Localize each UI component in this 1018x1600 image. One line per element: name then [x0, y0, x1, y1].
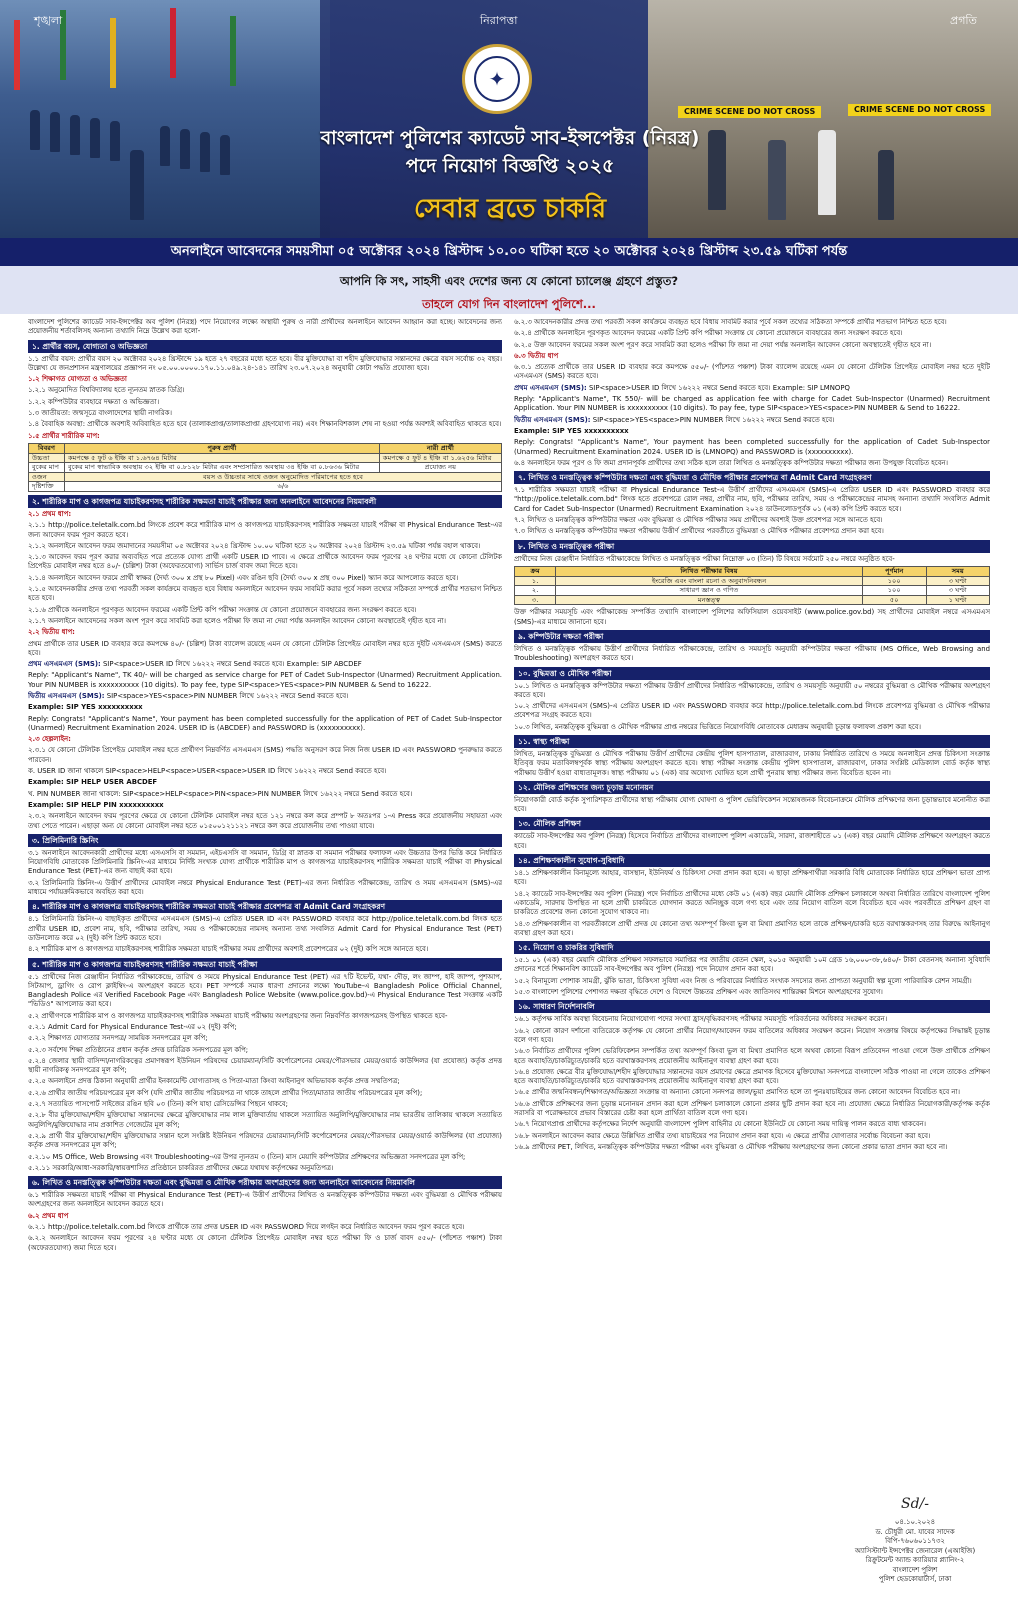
signatory-hq: পুলিশ হেডকোয়ার্টার্স, ঢাকা [878, 1575, 952, 1583]
list-item: ১৬.৪ প্রযোজ্য ক্ষেত্রে বীর মুক্তিযোদ্ধা/শহীদ মুক্তিযোদ্ধার সন্তানদের বয়স প্রমাণের ক্ষেত্রে প্রমাণক হিসেবে মুক্তিযোদ্ধা সনদপত্রে বাংলাদেশ সঠিক পাওয়া না গেলে তাকেও প্রশিক্ষণ হতে অব্যাহতি/চাকরিচ্যুত/চাকরি হতে বরখাস্তকরণসহ প্রয়োজনীয় আইনানুগ ব্যবস্থা গ্রহণ করা হবে। [514, 1067, 990, 1086]
section-heading: ৯. কম্পিউটার দক্ষতা পরীক্ষা [514, 630, 990, 643]
sms-label: প্রথম এসএমএস (SMS): [514, 383, 587, 392]
sms-instruction: SIP<space>USER ID লিখে ১৬২২২ নম্বরে Send করতে হবে। Example: SIP LMNOPQ [588, 383, 850, 392]
deadline-strip: অনলাইনে আবেদনের সময়সীমা ০৫ অক্টোবর ২০২৪ খ্রিস্টাব্দ ১০.০০ ঘটিকা হতে ২০ অক্টোবর ২০২৪ খ্রিস্টাব্দ ২৩.৫৯ ঘটিকা পর্যন্ত [0, 238, 1018, 266]
clause: লিখিত ও মনস্তত্ত্বিক পরীক্ষায় উত্তীর্ণ প্রার্থীদের নির্ধারিত পরীক্ষাকেন্দ্রে, তারিখ ও সময়সূচি অনুযায়ী কম্পিউটার দক্ষতা পরীক্ষায় (MS Office, Web Browsing and Troubleshooting) অংশগ্রহণ করতে হবে। [514, 644, 990, 663]
clause: ২.৩.১ যে কোনো টেলিটক প্রিপেইড মোবাইল নম্বর হতে প্রার্থীগণ নিম্নবর্ণিত এসএমএস (SMS) পদ্ধতি অনুসরণ করে নিজ নিজ USER ID এবং PASSWORD পুনরুদ্ধার করতে পারবেন। [28, 746, 502, 764]
clause: খ. PIN NUMBER জানা থাকলে: SIP<space>HELP<space>PIN<space>PIN NUMBER লিখে ১৬২২২ নম্বরে Send করতে হবে। [28, 789, 413, 798]
clause: ১৫.১ ০১ (এক) বছর মেয়াদি মৌলিক প্রশিক্ষণ সফলভাবে সমাপ্তির পর জাতীয় বেতন স্কেল, ২০১৫ অনুযায়ী ১০ম গ্রেড ১৬,০০০-৩৮,৬৪০/- টাকা বেতনসহ অন্যান্য সুবিধাদি প্রদানের শর্তে শিক্ষানবিশ ক্যাডেট সাব-ইন্সপেক্টর অব পুলিশ (নিরস্ত্র) পদে নিয়োগ প্রদান করা হবে। [514, 956, 990, 974]
table-cell: ৬/৬ [64, 482, 501, 492]
table-cell: বুকের মাপ স্বাভাবিক অবস্থায় ৩২ ইঞ্চি বা ০.৮১২৮ মিটার এবং সম্প্রসারিত অবস্থায় ৩৪ ইঞ্চি বা ০.৮৬৩৬ মিটার [64, 463, 379, 473]
sms-instruction: SIP<space>USER ID লিখে ১৬২২২ নম্বরে Send করতে হবে। Example: SIP ABCDEF [102, 660, 362, 669]
table-header: পূর্ণমান [862, 566, 926, 576]
clause-heading: ১.২ শিক্ষাগত যোগ্যতা ও অভিজ্ঞতা [28, 375, 127, 384]
clause: ১৫.৩ বাংলাদেশ পুলিশের পেশাগত দক্ষতা বৃদ্ধিতে দেশে ও বিদেশে উচ্চতর প্রশিক্ষণ এবং জাতিসংঘ শান্তিরক্ষা মিশনে অংশগ্রহণের সুযোগ। [514, 988, 883, 997]
table-row [29, 463, 502, 473]
sms-instruction: SIP<space>YES<space>PIN NUMBER লিখে ১৬২২২ নম্বরে Send করতে হবে। [592, 415, 835, 424]
clause: ১.২.১ অনুমোদিত বিশ্ববিদ্যালয় হতে ন্যূনতম স্নাতক ডিগ্রি। [28, 386, 185, 395]
signatory-name: ড. চৌধুরী মো. যাবের সাদেক [875, 1527, 955, 1536]
clause: ৩.১ অনলাইনে আবেদনকারী প্রার্থীদের মধ্যে এসএসসি বা সমমান, এইচএসসি বা সমমান, ডিগ্রি বা স্নাতক বা সমমান পরীক্ষার ফলাফল এবং উচ্চতার উপর ভিত্তি করে নির্ধারিত নিয়োগবিধি মোতাবেক প্রিলিমিনারি স্ক্রিনিং-এর মাধ্যমে নির্দিষ্ট সংখ্যক যোগ্য প্রার্থীকে শারীরিক মাপ ও কাগজপত্র যাচাইকরণসহ শারীরিক সক্ষমতা যাচাই পরীক্ষা বা Physical Endurance Test (PET)-এর জন্য বাছাই করা হবে। [28, 848, 502, 876]
banner-label-security: নিরাপত্তা [480, 14, 518, 27]
table-row [29, 482, 502, 492]
clause: ২.১.১ http://police.teletalk.com.bd লিংকে প্রবেশ করে শারীরিক মাপ ও কাগজপত্র যাচাইকরণসহ শারীরিক সক্ষমতা যাচাই পরীক্ষা বা Physical Endurance Test-এর জন্য আবেদন ফরম পূরণ করতে হবে। [28, 521, 502, 539]
intro-text: বাংলাদেশ পুলিশের ক্যাডেট সাব-ইন্সপেক্টর অব পুলিশ (নিরস্ত্র) পদে নিয়োগের লক্ষ্যে অস্থায়ী পুরুষ ও নারী প্রার্থীদের অনলাইনে আবেদন আহ্বান করা হচ্ছে। আবেদনের জন্য প্রয়োজনীয় শর্তাবলিসহ অন্যান্য তথ্যাদি নিম্নে উল্লেখ করা হলো- [28, 318, 502, 336]
section-heading: ৬. লিখিত ও মনস্তত্ত্বিক কম্পিউটার দক্ষতা এবং বুদ্ধিমত্তা ও মৌখিক পরীক্ষায় অংশগ্রহণের জন্য অনলাইনে আবেদনের নিয়মাবলি [28, 1176, 502, 1189]
clause: ১.৩ জাতীয়তা: জন্মসূত্রে বাংলাদেশের স্থায়ী নাগরিক। [28, 409, 172, 418]
table-cell: ১০০ [862, 586, 926, 596]
sms-reply: Reply: "Applicant's Name", TK 40/- will be charged as service charge for PET of Cadet Sub-Inspector (Unarmed) Recruitment Application. Your PIN NUMBER is xxxxxxxxxx (10 digits). To pay fee, type SIP<space>YES<space>PIN NUMBER & Send to 16222. [28, 671, 502, 689]
list-item: ১৬.১ কর্তৃপক্ষ সার্বিক অবস্থা বিবেচনায় নিয়োগযোগ্য পদের সংখ্যা হ্রাস/বৃদ্ধিকরণসহ পরীক্ষার সময়সূচি পরিবর্তনের অধিকার সংরক্ষণ করেন। [514, 1015, 888, 1024]
clause: ৩.২ প্রিলিমিনারি স্ক্রিনিং-এ উত্তীর্ণ প্রার্থীদের মোবাইল নম্বরে Physical Endurance Test (PET)-এর জন্য নির্ধারিত পরীক্ষাকেন্দ্র, তারিখ ও সময় এসএমএস (SMS)-এর মাধ্যমে পর্যায়ক্রমিকভাবে অবহিত করা হবে। [28, 878, 502, 897]
section-heading: ১০. বুদ্ধিমত্তা ও মৌখিক পরীক্ষা [514, 667, 990, 680]
page-title: বাংলাদেশ পুলিশের ক্যাডেট সাব-ইন্সপেক্টর (নিরস্ত্র) [320, 127, 700, 149]
table-header: ক্রম [515, 566, 556, 576]
table-cell: বয়স ও উচ্চতার সাথে ওজন অনুমোদিত পরিমাপের হতে হবে [64, 472, 501, 482]
table-header: পুরুষ প্রার্থী [64, 443, 379, 453]
header-banner [0, 0, 1018, 238]
table-row [29, 472, 502, 482]
table-row [515, 576, 990, 586]
clause: নিয়োগকারী বোর্ড কর্তৃক সুপারিশকৃত প্রার্থীদের স্বাস্থ্য পরীক্ষায় যোগ্য ঘোষণা ও পুলিশ ভেরিফিকেশন সন্তোষজনক বিবেচনাক্রমে মৌলিক প্রশিক্ষণের জন্য চূড়ান্তভাবে মনোনীত করা হবে। [514, 795, 990, 814]
right-column [514, 318, 990, 1596]
table-cell: বুকের মাপ [29, 463, 65, 473]
signatory-title: অ্যাসিস্ট্যান্ট ইন্সপেক্টর জেনারেল (এআইজি) [854, 1546, 976, 1555]
clause: ১৪.২ ক্যাডেট সাব-ইন্সপেক্টর অব পুলিশ (নিরস্ত্র) পদে নির্বাচিত প্রার্থীদের মধ্যে কেউ ০১ (এক) বছর মেয়াদি মৌলিক প্রশিক্ষণ চলাকালে অথবা নির্ধারিত তারিখে বাংলাদেশ পুলিশ একাডেমি, সারদায় উপস্থিত না হলে প্রার্থী চাকরিতে যোগদান করতে অনিচ্ছুক বলে গণ্য হবে এবং তার নিয়োগ বাতিল বলে বিবেচিত হবে এবং পরবর্তীতে প্রশিক্ষণ গ্রহণ বা চাকরিতে প্রবেশের জন্য কোনো সুযোগ থাকবে না। [514, 889, 990, 917]
clause: ২.৩.২ অনলাইনে আবেদন ফরম পূরণের ক্ষেত্রে যে কোনো টেলিটক মোবাইল নম্বর হতে ১২১ নম্বরে কল করে প্রম্পট ৮ অতঃপর ১-এ Press করে প্রয়োজনীয় সহায়তা এবং তথ্য পেতে পারেন। এছাড়া অন্য যে কোনো মোবাইল নম্বর হতে ০১৫০০১২১১২১ নম্বরে কল করে প্রয়োজনীয় তথ্য পাওয়া যাবে। [28, 812, 502, 830]
clause: ৬.২.৫ উক্ত আবেদন ফরমের সকল অংশ পূরণ করে সাবমিট করা হলেও পরীক্ষা ফি জমা না দেয়া পর্যন্ত অনলাইন আবেদন কোনো অবস্থাতেই গৃহীত হবে না। [514, 340, 932, 349]
clause: ২.১.২ অনলাইনে আবেদন ফরম জমাদানের সময়সীমা ০৫ অক্টোবর ২০২৪ খ্রিস্টাব্দ ১০.০০ ঘটিকা হতে ২০ অক্টোবর ২০২৪ খ্রিস্টাব্দ ২৩.৫৯ ঘটিকা পর্যন্ত বহাল থাকবে। [28, 541, 481, 550]
banner-label-discipline: শৃঙ্খলা [34, 14, 63, 27]
clause: ৬.২.৪ প্রার্থীকে অনলাইনে পূরণকৃত আবেদন ফরমের একটি প্রিন্ট কপি পরীক্ষা সংক্রান্ত যে কোনো প্রয়োজনে ব্যবহারের জন্য সংরক্ষণ করতে হবে। [514, 329, 903, 338]
clause: ৫.১ প্রার্থীদের নিজ রেঞ্জাধীন নির্ধারিত পরীক্ষাকেন্দ্রে, তারিখ ও সময়ে Physical Endurance Test (PET) এর ৭টি ইভেন্ট, যথা- দৌড়, লং জাম্প, হাই জাম্প, পুশআপ, সিটআপ, ড্রাগিং ও রোপ ক্লাইম্বিং-এ অংশগ্রহণ করতে হবে। PET সম্পর্কে সম্যক ধারণা প্রদানের লক্ষ্যে YouTube-এ Bangladesh Police Official Channel, Bangladesh Police এর Verified Facebook Page এবং Bangladesh Police Website (www.police.gov.bd)-এ Physical Endurance Test সংক্রান্ত একটি "ভিডিও" আপলোড করা হবে। [28, 972, 502, 1009]
sms-label: প্রথম এসএমএস (SMS): [28, 660, 101, 669]
table-cell: উচ্চতা [29, 453, 65, 463]
section-heading: ৭. লিখিত ও মনস্তত্ত্বিক কম্পিউটার দক্ষতা এবং বুদ্ধিমত্তা ও মৌখিক পরীক্ষার প্রবেশপত্র বা Admit Card সংগ্রহকরণ [514, 471, 990, 484]
table-row [515, 595, 990, 605]
sms-example: Example: SIP HELP PIN xxxxxxxxxx [28, 800, 164, 809]
clause: ৬.২.১ http://police.teletalk.com.bd লিংকে প্রার্থীকে তার প্রদত্ত USER ID এবং PASSWORD দিয়ে লগইন করে নির্ধারিত আবেদন ফরম পূরণ করতে হবে। [28, 1223, 465, 1232]
clause: উক্ত পরীক্ষার সময়সূচি এবং পরীক্ষাকেন্দ্র সম্পর্কিত তথ্যাদি বাংলাদেশ পুলিশের অফিসিয়াল ওয়েবসাইট (www.police.gov.bd) সহ প্রার্থীদের মোবাইল নম্বরে এসএমএস (SMS)-এর মাধ্যমে জানানো হবে। [514, 608, 990, 626]
left-column [28, 318, 502, 1596]
sms-instruction: SIP<space>YES<space>PIN NUMBER লিখে ১৬২২২ নম্বরে Send করতে হবে। [106, 691, 349, 700]
table-cell: ১. [515, 576, 556, 586]
signature-date: ০৪.১০.২০২৪ [894, 1518, 936, 1526]
clause: লিখিত, মনস্তত্ত্বিক বুদ্ধিমত্তা ও মৌখিক পরীক্ষায় উত্তীর্ণ প্রার্থীদের কেন্দ্রীয় পুলিশ হাসপাতাল, রাজারবাগ, ঢাকায় নির্ধারিত তারিখে ও সময়ে অনলাইনে প্রদত্ত চিকিৎসা সংক্রান্ত ইতিবৃত্ত ফরম মতাবিলম্বপূর্বক স্বাস্থ্য পরীক্ষায় অংশগ্রহণ করতে হবে। স্বাস্থ্য পরীক্ষা সংক্রান্ত কেন্দ্রীয় পুলিশ হাসপাতাল, রাজারবাগ, ঢাকার সংশ্লিষ্ট মেডিক্যাল বোর্ড কর্তৃক স্বাস্থ্য পরীক্ষায় উত্তীর্ণ হওয়া বাধ্যতামূলক। স্বাস্থ্য পরীক্ষায় ০১ (এক) বার অযোগ্য ঘোষিত হলে প্রার্থী পুনরায় স্বাস্থ্য পরীক্ষার জন্য বিবেচিত হবেন না। [514, 749, 990, 777]
list-item: ৫.২.৪ জেলার স্থায়ী বাসিন্দা/নাগরিকত্বের প্রমাণস্বরূপ ইউনিয়ন পরিষদের চেয়ারম্যান/সিটি কর্পোরেশনের মেয়র/পৌরসভার মেয়র/ওয়ার্ড কাউন্সিলর (যা প্রযোজ্য) কর্তৃক প্রদত্ত স্থায়ী নাগরিকত্ব সনদপত্রের মূল কপি; [28, 1056, 502, 1075]
section-heading: ১১. স্বাস্থ্য পরীক্ষা [514, 735, 990, 748]
physical-measurement-table [28, 443, 502, 492]
table-cell: ওজন [29, 472, 65, 482]
section-heading: ৩. প্রিলিমিনারি স্ক্রিনিং [28, 834, 502, 847]
list-item: ৫.২.২ শিক্ষাগত যোগ্যতার সনদপত্র/ সাময়িক সনদপত্রের মূল কপি; [28, 1034, 208, 1043]
section-heading: ১. প্রার্থীর বয়স, যোগ্যতা ও অভিজ্ঞতা [28, 340, 502, 353]
section-heading: ১৫. নিয়োগ ও চাকরির সুবিধাদি [514, 941, 990, 954]
list-item: ৫.২.৬ প্রার্থীর জাতীয় পরিচয়পত্রের মূল কপি (যদি প্রার্থীর জাতীয় পরিচয়পত্র না থাকে তাহলে প্রার্থীর পিতা/মাতার জাতীয় পরিচয়পত্রের মূল কপি); [28, 1088, 423, 1097]
clause: ৬.২.২ অনলাইনে আবেদন ফরম পূরণের ২৪ ঘণ্টার মধ্যে যে কোনো টেলিটক প্রিপেইড মোবাইল নম্বর হতে পরীক্ষা ফি ও চার্জ বাবদ ৫৫০/- (পাঁচশত পঞ্চাশ) টাকা (অফেরতযোগ্য) জমা দিতে হবে। [28, 1234, 502, 1252]
signatory-bp: বিপি-৭৬০৬০১১৭৩২ [885, 1537, 945, 1545]
table-cell: প্রযোজ্য নয় [379, 463, 501, 473]
list-item: ৫.২.৮ বীর মুক্তিযোদ্ধা/শহীদ মুক্তিযোদ্ধা সন্তানদের ক্ষেত্রে মুক্তিযোদ্ধার নাম লাল মুক্তিবার্তায় থাকলে সত্যায়িত অনুলিপি/মুক্তিযোদ্ধার নাম ভারতীয় তালিকায় থাকলে সত্যায়িত অনুলিপি/মুক্তিযোদ্ধার নাম প্রকাশিত গেজেটের মূল কপি; [28, 1111, 502, 1129]
list-item: ১৬.৬ প্রার্থীকে প্রশিক্ষণের জন্য চূড়ান্ত মনোনয়ন প্রদান করা হলে প্রশিক্ষণ চলাকালে কোনো প্রকার ছুটি প্রদান করা হবে না। প্রযোজ্য ক্ষেত্রে নির্ধারিত নিয়োগকারী/কর্তৃপক্ষ কর্তৃক সরাসরি বা পরোক্ষভাবে প্রভাব বিস্তারের চেষ্টা করা হলে প্রার্থিতা বাতিল বলে গণ্য হবে। [514, 1099, 990, 1117]
clause-heading: ৬.৩ দ্বিতীয় ধাপ [514, 351, 559, 360]
table-cell: মনস্তত্ত্ব [556, 595, 863, 605]
clause: ১০.৩ লিখিত, মনস্তত্ত্বিক বুদ্ধিমত্তা ও মৌখিক পরীক্ষার প্রাপ্ত নম্বরের ভিত্তিতে নিয়োগবিধি মোতাবেক মেধাক্রম অনুযায়ী চূড়ান্ত ফলাফল প্রকাশ করা হবে। [514, 722, 921, 731]
clause: ৭.১ শারীরিক সক্ষমতা যাচাই পরীক্ষা বা Physical Endurance Test-এ উত্তীর্ণ প্রার্থীদের এসএমএস (SMS)-এ প্রেরিত USER ID এবং PASSWORD ব্যবহার করে "http://police.teletalk.com.bd" লিংক হতে প্রবেশপত্রে রোল নম্বর, প্রার্থীর নাম, ছবি, পরীক্ষার তারিখ, সময় ও পরীক্ষাকেন্দ্রের নামসহ অন্যান্য তথ্যাদি সংবলিত Admit Card for Cadet Sub-Inspector (Unarmed) Recruitment Examination ২০২৪ ডাউনলোডপূর্বক ০১ (এক) কপি প্রিন্ট করতে হবে। [514, 486, 990, 513]
list-item: ৫.২.৫ অনলাইনে প্রদত্ত ঠিকানা অনুযায়ী প্রার্থীর ইনকামেন্টি যোগ্যতাসহ ও পিতা-মাতা কিংবা আইনানুগ অভিভাবক কর্তৃক প্রদত্ত সম্মতিপত্র; [28, 1077, 400, 1086]
exam-subject-table [514, 566, 990, 605]
clause: ২.১.৬ প্রার্থীকে অনলাইনে পূরণকৃত আবেদন ফরমের একটি প্রিন্ট কপি পরীক্ষা সংক্রান্ত যে কোনো প্রয়োজনে ব্যবহারের জন্য সংরক্ষণ করতে হবে। [28, 605, 417, 614]
table-header: নারী প্রার্থী [379, 443, 501, 453]
clause: ৬.৪ অনলাইনে ফরম পূরণ ও ফি জমা প্রদানপূর্বক প্রার্থীদের তথ্য সঠিক হলে তারা লিখিত ও মনস্তত্ত্বিক কম্পিউটার দক্ষতা পরীক্ষার জন্য উপযুক্ত বিবেচিত হবেন। [514, 458, 948, 467]
sms-label: দ্বিতীয় এসএমএস (SMS): [28, 691, 105, 700]
table-row [515, 586, 990, 596]
section-heading: ২. শারীরিক মাপ ও কাগজপত্র যাচাইকরণসহ শারীরিক সক্ষমতা যাচাই পরীক্ষার জন্য অনলাইনে আবেদনের নিয়মাবলী [28, 495, 502, 508]
slogan: সেবার ব্রতে চাকরি [413, 194, 607, 224]
sms-example: Example: SIP YES xxxxxxxxxx [28, 703, 143, 712]
list-item: ৫.২.১১ সরকারি/আধা-সরকারি/স্বায়ত্তশাসিত প্রতিষ্ঠানে চাকরিরত প্রার্থীদের ক্ষেত্রে যথাযথ কর্তৃপক্ষের অনুমতিপত্র। [28, 1163, 334, 1172]
table-header: লিখিত পরীক্ষার বিষয় [556, 566, 863, 576]
table-cell: দৃষ্টিশক্তি [29, 482, 65, 492]
clause-heading: ৬.২ প্রথম ধাপ [28, 1211, 69, 1220]
list-item: ১৬.৭ নিয়োগপ্রাপ্ত প্রার্থীদের কর্তৃপক্ষের নির্দেশ অনুযায়ী বাংলাদেশ পুলিশ বাহিনীর যে কোনো ইউনিটে যে কোনো সময় দায়িত্ব পালন করতে বাধ্য থাকবেন। [514, 1120, 926, 1129]
table-cell: সাধারণ জ্ঞান ও গণিত [556, 586, 863, 596]
list-item: ১৬.২ কোনো কারণ দর্শানো ব্যতিরেকে কর্তৃপক্ষ যে কোনো প্রার্থীর নিয়োগ/আবেদন ফরম বাতিলের অধিকার সংরক্ষণ করেন। নিয়োগ সংক্রান্ত বিষয়ে কর্তৃপক্ষের সিদ্ধান্তই চূড়ান্ত বলে গণ্য হবে। [514, 1026, 990, 1044]
clause: ১০.১ লিখিত ও মনস্তত্ত্বিক কম্পিউটার দক্ষতা পরীক্ষায় উত্তীর্ণ প্রার্থীদের নির্ধারিত পরীক্ষাকেন্দ্রে, তারিখ ও সময়সূচি অনুযায়ী ৫০ নম্বরের বুদ্ধিমত্তা ও মৌখিক পরীক্ষায় অংশগ্রহণ করতে হবে। [514, 681, 990, 699]
section-heading: ১২. মৌলিক প্রশিক্ষণের জন্য চূড়ান্ত মনোনয়ন [514, 781, 990, 794]
section-heading: ৫. শারীরিক মাপ ও কাগজপত্র যাচাইকরণসহ শারীরিক সক্ষমতা যাচাই পরীক্ষা [28, 958, 502, 971]
sms-reply: Reply: Congrats! "Applicant's Name", Your payment has been completed successfully for the application of Cadet Sub-Inspector (Unarmed) Recruitment Examination 2024. USER ID is (LMNOPQ) and PASSWORD is (xxxxxxxxxx). [514, 438, 990, 456]
page-subtitle: পদে নিয়োগ বিজ্ঞপ্তি ২০২৫ [405, 155, 615, 177]
question-line: আপনি কি সৎ, সাহসী এবং দেশের জন্য যে কোনো চ্যালেঞ্জ গ্রহণে প্রস্তুত? [339, 274, 679, 288]
sms-example: Example: SIP YES xxxxxxxxxx [514, 426, 629, 435]
police-emblem-icon: ✦ [462, 44, 532, 114]
clause-heading: ১.৫ প্রার্থীর শারীরিক মাপ: [28, 431, 100, 440]
list-item: ৫.২.৩ সর্বশেষ শিক্ষা প্রতিষ্ঠানের প্রধান কর্তৃক প্রদত্ত চারিত্রিক সনদপত্রের মূল কপি; [28, 1045, 249, 1054]
list-item: ৫.২.৭ সত্যায়িত পাসপোর্ট সাইজের রঙিন ছবি ০৩ (তিন) কপি যাহা রেসিডেন্সির পিছনে থাকবে; [28, 1100, 288, 1109]
question-box [0, 266, 1018, 314]
table-row [29, 453, 502, 463]
clause: ২.১.৪ অনলাইনে আবেদন ফরমে প্রার্থী স্বাক্ষর (দৈর্ঘ্য ৩০০ x প্রস্থ ৮০ Pixel) এবং রঙিন ছবি (দৈর্ঘ্য ৩০০ x প্রস্থ ৩০০ Pixel) স্ক্যান করে আপলোড করতে হবে। [28, 573, 459, 582]
table-cell: কমপক্ষে ৫ ফুট ৬ ইঞ্চি বা ১.৬৭৬৪ মিটার [64, 453, 379, 463]
signatory-org: বাংলাদেশ পুলিশ [892, 1565, 938, 1574]
clause: ২.১.৩ আবেদন ফরম পূরণ করার অব্যবহিত পরে প্রত্যেক যোগ্য প্রার্থী একটি USER ID পাবে। এ ক্ষেত্রে প্রার্থীকে আবেদন ফরম পূরণের ২৪ ঘণ্টার মধ্যে যে কোনো টেলিটক প্রিপেইড মোবাইল নম্বর হতে ৪০/- (চল্লিশ) টাকা (অফেরতযোগ্য) সার্ভিস চার্জ বাবদ জমা দিতে হবে। [28, 553, 502, 571]
sms-reply: Reply: Congrats! "Applicant's Name", Your payment has been completed successfully for the application of PET of Cadet Sub-Inspector (Unarmed) Recruitment Examination 2024. USER ID is (ABCDEF) and PASSWORD is (xxxxxxxxxx). [28, 714, 502, 732]
table-cell: কমপক্ষে ৫ ফুট ৪ ইঞ্চি বা ১.৬২৫৬ মিটার [379, 453, 501, 463]
signatory-dept: রিক্রুটমেন্ট অ্যান্ড ক্যারিয়ার প্ল্যানিং-২ [865, 1556, 965, 1564]
list-item: ১৬.৫ প্রার্থীর জন্মনিবন্ধন/শিক্ষাগত/অভিজ্ঞতা সংক্রান্ত বা অন্যান্য কোনো সনদপত্র জাল/ভুয়া প্রমাণিত হলে তা পুনঃযাচাইয়ের জন্য কোনো আবেদন বিবেচিত হবে না। [514, 1088, 960, 1097]
list-item: ১৬.৮ অনলাইনে আবেদন করার ক্ষেত্রে উল্লিখিত প্রার্থীর তথ্য যাচাইয়ের পর নিয়োগ প্রদান করা হবে। এ ক্ষেত্রে প্রার্থীর যোগ্যতার সর্বোচ্চ বিবেচনা করা হবে। [514, 1131, 931, 1140]
clause: ২.১.৭ অনলাইনে আবেদনের সকল অংশ পূরণ করে সাবমিট করা হলেও পরীক্ষা ফি জমা না দেয়া পর্যন্ত অনলাইন আবেদন কোনো অবস্থাতেই গৃহীত হবে না। [28, 616, 447, 625]
sms-example: Example: SIP HELP USER ABCDEF [28, 778, 158, 787]
table-header: সময় [926, 566, 989, 576]
clause: ৭.২ লিখিত ও মনস্তত্ত্বিক কম্পিউটার দক্ষতা এবং বুদ্ধিমত্তা ও মৌখিক পরীক্ষার সময় প্রার্থীদের অবশ্যই উক্ত প্রবেশপত্র সঙ্গে আনতে হবে। [514, 516, 883, 525]
section-heading: ৮. লিখিত ও মনস্তত্ত্বিক পরীক্ষা [514, 540, 990, 553]
list-item: ৫.২.১ Admit Card for Physical Endurance Test-এর ০২ (দুই) কপি; [28, 1023, 237, 1031]
banner-label-progress: প্রগতি [950, 14, 977, 27]
section-heading: ৪. শারীরিক মাপ ও কাগজপত্র যাচাইকরণসহ শারীরিক সক্ষমতা যাচাই পরীক্ষার প্রবেশপত্র বা Admit Card সংগ্রহকরণ [28, 900, 502, 913]
table-cell: ৩ ঘণ্টা [926, 576, 989, 586]
table-cell: ২. [515, 586, 556, 596]
clause: প্রথম প্রার্থীকে তার USER ID ব্যবহার করে কমপক্ষে ৪০/- (চল্লিশ) টাকা ব্যালেন্স রয়েছে এমন যে কোনো টেলিটক প্রিপেইড মোবাইল নম্বর হতে দুইটি এসএমএস (SMS) করতে হবে। [28, 639, 502, 657]
clause-heading: ২.১ প্রথম ধাপ: [28, 509, 72, 518]
list-item: ৫.২.৯ প্রার্থী বীর মুক্তিযোদ্ধা/শহীদ মুক্তিযোদ্ধার সন্তান হলে সংশ্লিষ্ট ইউনিয়ন পরিষদের চেয়ারম্যান/সিটি কর্পোরেশনের মেয়র/পৌরসভার মেয়র/ওয়ার্ড কাউন্সিলর (যা প্রযোজ্য) কর্তৃক প্রদত্ত সনদপত্রের মূল কপি; [28, 1131, 502, 1150]
signature: Sd/- [901, 1496, 929, 1512]
clause: ১.১ প্রার্থীর বয়স: প্রার্থীর বয়স ২০ অক্টোবর ২০২৪ খ্রিস্টাব্দে ১৯ হতে ২৭ বছরের মধ্যে হতে হবে। বীর মুক্তিযোদ্ধা বা শহীদ মুক্তিযোদ্ধার সন্তানদের ক্ষেত্রে বয়স সর্বোচ্চ ৩২ বছর। উল্লেখ্য যে জনপ্রশাসন মন্ত্রণালয়ের প্রজ্ঞাপন নং ০৫.০০.০০০০.১৭০.১১.০৪৯.২৪-১৪১ তারিখ ২৩.০৭.২০২৪ অনুযায়ী কোটা পদ্ধতি প্রযোজ্য হবে। [28, 354, 502, 372]
signature-block [840, 1496, 990, 1585]
clause: ৪.১ প্রিলিমিনারি স্ক্রিনিং-এ বাছাইকৃত প্রার্থীদের এসএমএস (SMS)-এ প্রেরিত USER ID এবং PASSWORD ব্যবহার করে http://police.teletalk.com.bd লিংক হতে প্রার্থীর USER ID, প্রবেশ নাম, ছবি, পরীক্ষার তারিখ, সময় ও পরীক্ষাকেন্দ্রের নামসহ অন্যান্য তথ্য সংবলিত Admit Card for Physical Endurance Test (PET) ডাউনলোড করে ০২ (দুই) কপি প্রিন্ট করতে হবে। [28, 915, 502, 942]
clause: ক্যাডেট সাব-ইন্সপেক্টর অব পুলিশ (নিরস্ত্র) হিসেবে নির্বাচিত প্রার্থীদের বাংলাদেশ পুলিশ একাডেমি, সারদা, রাজশাহীতে ০১ (এক) বছর মেয়াদি মৌলিক প্রশিক্ষণে অংশগ্রহণ করতে হবে। [514, 832, 990, 850]
clause: ২.১.৫ আবেদনকারীর প্রদত্ত তথ্য পরবর্তী সকল কার্যক্রমে ব্যবহৃত হবে বিধায় অনলাইনে আবেদন ফরম সাবমিট করার পূর্বে সকল তথ্যের সঠিকতা সম্পর্কে প্রার্থীর শতভাগ নিশ্চিত হতে হবে। [28, 585, 502, 603]
clause: প্রার্থীদের নিজ রেঞ্জাধীন নির্ধারিত পরীক্ষাকেন্দ্রে লিখিত ও মনস্তত্ত্বিক পরীক্ষা নিম্নোক্ত ০৩ (তিন) টি বিষয়ে সর্বমোট ২৫০ নম্বরে অনুষ্ঠিত হবে- [514, 554, 895, 563]
call-to-action: তাহলে যোগ দিন বাংলাদেশ পুলিশে... [422, 297, 596, 311]
clause: ৬.১ শারীরিক সক্ষমতা যাচাই পরীক্ষা বা Physical Endurance Test (PET)-এ উত্তীর্ণ প্রার্থীদের লিখিত ও মনস্তত্ত্বিক কম্পিউটার দক্ষতা এবং বুদ্ধিমত্তা ও মৌখিক পরীক্ষায় অংশগ্রহণের জন্য অনলাইনে আবেদন করতে হবে। [28, 1191, 502, 1209]
section-heading: ১৬. সাধারণ নির্দেশনাবলি [514, 1000, 990, 1013]
list-item: ৫.২.১০ MS Office, Web Browsing এবং Troubleshooting-এর উপর ন্যূনতম ৩ (তিন) মাস মেয়াদি কম্পিউটার প্রশিক্ষণের অভিজ্ঞতা সনদপত্রের মূল কপি; [28, 1152, 466, 1161]
clause: ১.২.২ কম্পিউটার ব্যবহারে দক্ষতা ও অভিজ্ঞতা। [28, 397, 160, 406]
list-item: ১৬.৩ নির্বাচিত প্রার্থীদের পুলিশ ভেরিফিকেশন সম্পর্কিত তথ্য অসম্পূর্ণ কিংবা ভুল বা মিথ্যা প্রমাণিত হলে অথবা কোনো বিরূপ প্রতিবেদন পাওয়া গেলে উক্ত প্রার্থীকে প্রশিক্ষণ হতে অব্যাহতি/চাকরিচ্যুত/চাকরি হতে বরখাস্তকরণসহ প্রয়োজনীয় আইনানুগ ব্যবস্থা গ্রহণ করা হবে। [514, 1047, 990, 1065]
clause: ৬.৩.১ প্রত্যেক প্রার্থীকে তার USER ID ব্যবহার করে কমপক্ষে ৫৫০/- (পাঁচশত পঞ্চাশ) টাকা ব্যালেন্স রয়েছে এমন যে কোনো টেলিটক প্রিপেইড মোবাইল নম্বর হতে দুইটি এসএমএস (SMS) করতে হবে। [514, 363, 990, 381]
table-cell: ১০০ [862, 576, 926, 586]
clause-heading: ২.২ দ্বিতীয় ধাপ: [28, 628, 75, 637]
clause: ১.৪ বৈবাহিক অবস্থা: প্রার্থীকে অবশ্যই অবিবাহিত হতে হবে (তালাকপ্রাপ্ত/তালাকপ্রাপ্তা গ্রহণযোগ্য নয়) এবং শিক্ষানবিশকাল শেষ না হওয়া পর্যন্ত অবশ্যই অবিবাহিত থাকতে হবে। [28, 420, 502, 429]
sms-reply: Reply: "Applicant's Name", TK 550/- will be charged as application fee with charge for Cadet Sub-Inspector (Unarmed) Recruitment Application. Your PIN NUMBER is xxxxxxxxxx (10 digits). To pay fee, type SIP<space>YES<space>PIN NUMBER & Send to 16222. [514, 395, 990, 413]
clause: ৭.৩ লিখিত ও মনস্তত্ত্বিক কম্পিউটার দক্ষতা পরীক্ষায় উত্তীর্ণ প্রার্থীদের পরবর্তীতে বুদ্ধিমত্তা ও মৌখিক পরীক্ষার প্রবেশপত্র প্রদান করা হবে। [514, 527, 884, 536]
table-cell: ১ ঘণ্টা [926, 595, 989, 605]
clause: ৬.২.৩ আবেদনকারীর প্রদত্ত তথ্য পরবর্তী সকল কার্যক্রমে ব্যবহৃত হবে বিধায় সাবমিট করার পূর্বে সকল তথ্যের সঠিকতা সম্পর্কে প্রার্থীর শতভাগ নিশ্চিত হতে হবে। [514, 318, 947, 326]
clause: ১০.২ প্রার্থীদের এসএমএস (SMS)-এ প্রেরিত USER ID এবং PASSWORD ব্যবহার করে http://police.teletalk.com.bd লিংকে প্রবেশপত্র বুদ্ধিমত্তা ও মৌখিক পরীক্ষার প্রবেশপত্র সংগ্রহ করতে হবে। [514, 702, 990, 720]
clause: ক. USER ID জানা থাকলে SIP<space>HELP<space>USER<space>USER ID লিখে ১৬২২২ নম্বরে Send করতে হবে। [28, 767, 387, 776]
clause: ১৪.৩ প্রশিক্ষণকালীন বা পরবর্তীকালে প্রার্থী প্রদত্ত যে কোনো তথ্য অসম্পূর্ণ কিংবা ভুল বা মিথ্যা প্রমাণিত হলে তাকে প্রশিক্ষণ/চাকরি হতে বরখাস্তকরণসহ তার বিরুদ্ধে আইনানুগ ব্যবস্থা গ্রহণ করা হবে। [514, 919, 990, 937]
table-cell: ৫০ [862, 595, 926, 605]
clause: ৪.২ শারীরিক মাপ ও কাগজপত্র যাচাইকরণসহ শারীরিক সক্ষমতা যাচাই পরীক্ষার সময় প্রার্থীদের অবশ্যই প্রবেশপত্রের ০২ (দুই) কপি সঙ্গে আনতে হবে। [28, 945, 429, 954]
table-cell: ৩. [515, 595, 556, 605]
sms-label: দ্বিতীয় এসএমএস (SMS): [514, 415, 591, 424]
section-heading: ১৪. প্রশিক্ষণকালীন সুযোগ-সুবিধাদি [514, 854, 990, 867]
clause: ৫.২ প্রার্থীগণকে শারীরিক মাপ ও কাগজপত্র যাচাইকরণসহ শারীরিক সক্ষমতা যাচাই পরীক্ষায় অংশগ্রহণের জন্য নিম্নবর্ণিত কাগজপত্রসহ উপস্থিত থাকতে হবে- [28, 1011, 448, 1020]
section-heading: ১৩. মৌলিক প্রশিক্ষণ [514, 817, 990, 830]
table-header: বিবরণ [29, 443, 65, 453]
clause-heading: ২.৩ হেল্পলাইন: [28, 735, 71, 744]
crime-scene-tape: CRIME SCENE DO NOT CROSS [678, 106, 821, 118]
crime-scene-tape: CRIME SCENE DO NOT CROSS [848, 104, 991, 116]
table-cell: ৩ ঘণ্টা [926, 586, 989, 596]
table-cell: ইংরেজি এবং বাংলা রচনা ও অনুবাদনিবন্ধন [556, 576, 863, 586]
clause: ১৪.১ প্রশিক্ষণকালীন বিনামূল্যে আহার, বাসস্থান, ইউনিফর্ম ও চিকিৎসা সেবা প্রদান করা হবে। এ ছাড়া প্রশিক্ষণার্থীরা সরকারি বিধি মোতাবেক নির্ধারিত হারে প্রশিক্ষণ ভাতা প্রাপ্য হবে। [514, 869, 990, 887]
list-item: ১৬.৯ প্রার্থীদের PET, লিখিত, মনস্তত্ত্বিক কম্পিউটার দক্ষতা পরীক্ষা এবং বুদ্ধিমত্তা ও মৌখিক পরীক্ষায় অংশগ্রহণের জন্য কোনো প্রকার ভাতা প্রদান করা হবে না। [514, 1142, 948, 1151]
clause: ১৫.২ বিনামূল্যে পোশাক সামগ্রী, ঝুঁকি ভাতা, চিকিৎসা সুবিধা এবং নিজ ও পরিবারের নির্ধারিত সংখ্যক সদস্যের জন্য প্রাপ্যতা অনুযায়ী স্বল্প মূল্যে পারিবারিক রেশন সামগ্রী। [514, 976, 972, 985]
